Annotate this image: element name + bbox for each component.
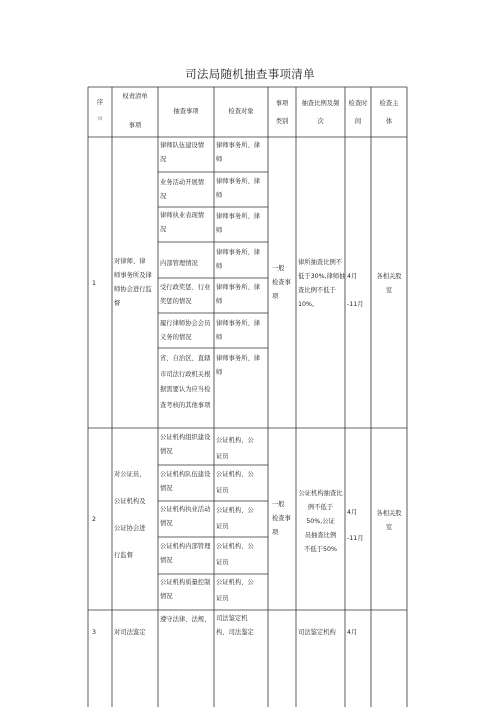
group-1-ratio: 律所抽查比例不 低于30%,律师抽 查比例不低于 10%。 <box>298 259 346 308</box>
group-1-seq: 1 <box>92 280 97 287</box>
header-time-line2: 间 <box>354 118 362 125</box>
table-row-1-6-item: 履行律师协会会员 义务的情况 <box>160 320 211 341</box>
header-target: 检查对象 <box>228 108 254 115</box>
table-row-1-5-item: 受行政奖惩、行业 奖惩的情况 <box>160 284 211 305</box>
table-row-2-1-target: 公证机构、公 证员 <box>216 437 254 460</box>
group-1-subject: 各相关股 室 <box>376 273 402 294</box>
page-title: 司法局随机抽查事项清单 <box>185 67 315 81</box>
header-time-line1: 检查时 <box>348 100 368 107</box>
table-row-1-3-target: 律师事务所、律 师 <box>216 213 261 234</box>
table-row-1-5-target: 律师事务所、律 师 <box>216 284 261 305</box>
table-row-2-4-item: 公证机构内部管理 情况 <box>160 543 211 564</box>
header-item: 抽查事项 <box>173 108 199 115</box>
group-1-category: 一般 检查事 项 <box>272 265 291 300</box>
header-ratio-line1: 抽查比例及频 <box>301 100 340 107</box>
group-1-time: 4月 -11月 <box>347 273 364 308</box>
table-row-1-2-target: 律师事务所、律 师 <box>216 178 261 199</box>
group-3-time: 4月 <box>347 629 358 636</box>
group-2-subject: 各相关股 室 <box>376 510 402 531</box>
group-3-seq: 3 <box>92 629 97 636</box>
table-row-2-3-target: 公证机构、公 证员 <box>216 507 254 530</box>
group-2-ratio: 公证机构抽查比 例不低于 50%,公证 员抽查比例 不低于50% <box>298 490 343 553</box>
header-seq-sub: 川 <box>97 117 103 122</box>
header-scope-line2: 事项 <box>128 122 142 129</box>
table-row-2-2-target: 公证机构、公 证员 <box>216 471 254 494</box>
group-2-category: 一般 检查事 项 <box>272 501 291 536</box>
table-row-2-5-target: 公证机构、公 证员 <box>216 579 254 602</box>
table-row-3-1-target: 司法鉴定机 构、司法鉴定 <box>216 615 254 636</box>
table-row-2-1-item: 公证机构组织建设 情况 <box>160 434 211 455</box>
group-2-scope: 对公证员、 公证机构及 公证协会进 行监督 <box>114 471 146 559</box>
header-category-line1: 事项 <box>275 100 289 107</box>
table-row-3-1-item: 遵守法律、法规、 <box>160 616 211 623</box>
table-row-1-7-item: 省、自治区、直辖 市司法行政机关根 据需要认为应当检 查考核的其他事项 <box>160 355 211 409</box>
table-row-1-4-item: 内部管理情况 <box>160 260 198 267</box>
group-3-ratio: 司法鉴定机构 <box>298 629 336 636</box>
header-ratio-line2: 次 <box>317 118 324 125</box>
table-row-1-1-item: 律师队伍建设情 况 <box>160 142 205 163</box>
header-scope-line1: 权责清单 <box>122 93 148 100</box>
header-subject-line1: 检查主 <box>379 100 399 107</box>
group-1-scope: 对律师、律 师事务所及律 师协会进行监 督 <box>114 258 152 307</box>
table-row-2-3-item: 公证机构执业活动 情况 <box>160 506 211 527</box>
group-3-scope: 对司法鉴定 <box>114 629 146 636</box>
group-2-seq: 2 <box>92 516 97 523</box>
header-seq: 序 <box>96 99 104 106</box>
header-category-line2: 类别 <box>275 118 289 125</box>
group-2-time: 4月 -11月 <box>347 509 364 542</box>
table-row-2-5-item: 公证机构质量控制 情况 <box>160 579 211 600</box>
table-row-1-1-target: 律师事务所、律 师 <box>216 142 261 163</box>
table-row-2-4-target: 公证机构、公 证员 <box>216 543 254 566</box>
table-row-2-2-item: 公证机构队伍建设 情况 <box>160 471 211 492</box>
header-subject-line2: 体 <box>385 118 393 125</box>
table-row-1-3-item: 律师执业表现情 况 <box>160 212 205 233</box>
table-row-1-7-target: 律师事务所、律 师 <box>216 355 261 376</box>
table-row-1-2-item: 业务活动开展情 况 <box>160 179 205 200</box>
table-row-1-4-target: 律师事务所、律 师 <box>216 249 261 270</box>
table-row-1-6-target: 律师事务所、律 师 <box>216 320 261 341</box>
